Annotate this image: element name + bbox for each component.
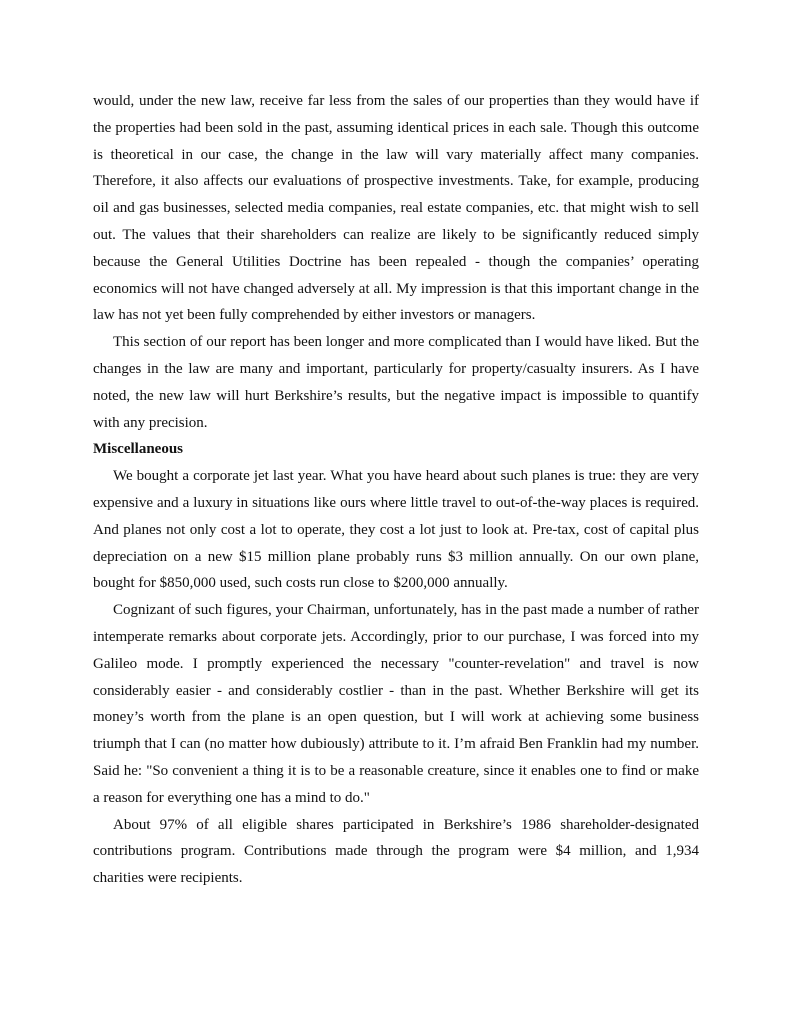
paragraph-general-utilities: would, under the new law, receive far less from the sales of our properties than they would have if the properties had been sold in the past, assuming identical prices in each sale. Though this outcome is theoretical in our case, the change in the law will vary materially affect many companies. Therefore, it also affects our evaluations of prospective investments. Take, for example, producing oil and gas businesses, selected media companies, real estate companies, etc. that might wish to sell out. The values that their shareholders can realize are likely to be significantly reduced simply because the General Utilities Doctrine has been repealed - though the companies’ operating economics will not have changed adversely at all. My impression is that this important change in the law has not yet been fully comprehended by either investors or managers. [93,93,699,324]
paragraph-corporate-jet: We bought a corporate jet last year. What you have heard about such planes is true: they are very expensive and a luxury in situations like ours where little travel to out-of-the-way places is required. And planes not only cost a lot to operate, they cost a lot just to look at. Pre-tax, cost of capital plus depreciation on a new $15 million plane probably runs $3 million annually. On our own plane, bought for $850,000 used, such costs run close to $200,000 annually. [93,468,699,592]
section-heading-miscellaneous: Miscellaneous [93,441,183,458]
paragraph-contributions-program: About 97% of all eligible shares participated in Berkshire’s 1986 shareholder-designated contributions program. Contributions made through the program were $4 million, and 1,934 charities were recipients. [93,816,699,887]
paragraph-galileo-mode: Cognizant of such figures, your Chairman, unfortunately, has in the past made a number of rather intemperate remarks about corporate jets. Accordingly, prior to our purchase, I was forced into my Galileo mode. I promptly experienced the necessary "counter-revelation" and travel is now considerably easier - and considerably costlier - than in the past. Whether Berkshire will get its money’s worth from the plane is an open question, but I will work at achieving some business triumph that I can (no matter how dubiously) attribute to it. I’m afraid Ben Franklin had my number. Said he: "So convenient a thing it is to be a reasonable creature, since it enables one to find or make a reason for everything one has a mind to do." [93,602,699,806]
document-page [93,88,699,892]
paragraph-section-summary: This section of our report has been longer and more complicated than I would have liked. But the changes in the law are many and important, particularly for property/casualty insurers. As I have noted, the new law will hurt Berkshire’s results, but the negative impact is impossible to quantify with any precision. [93,334,699,431]
